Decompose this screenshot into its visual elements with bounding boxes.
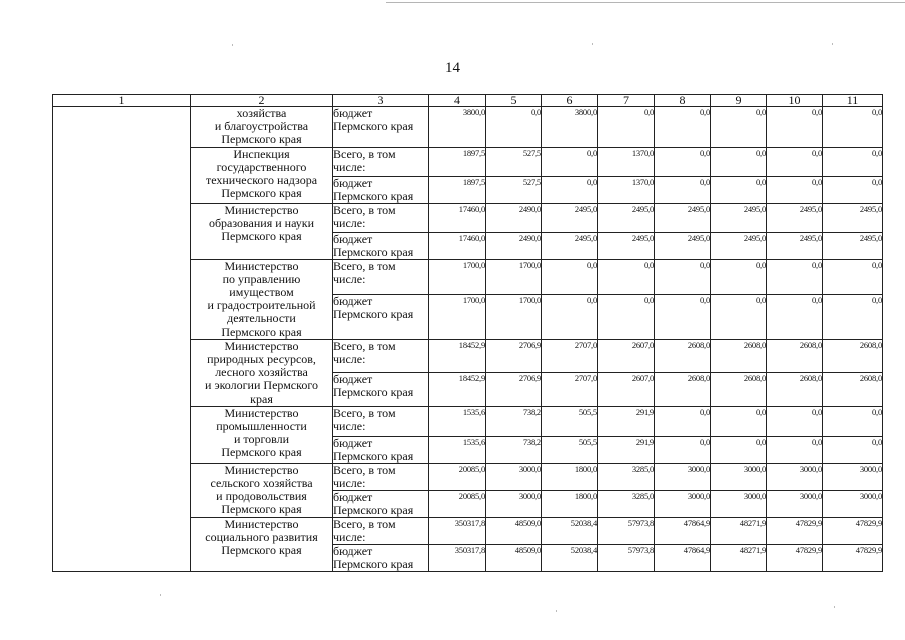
value-cell-col9: 0,0 <box>711 107 767 148</box>
funding-source-cell: бюджет Пермского края <box>333 544 429 571</box>
value-cell-col11: 0,0 <box>823 294 883 339</box>
column-header-8: 8 <box>655 95 711 107</box>
value-cell-col8: 0,0 <box>655 294 711 339</box>
budget-table <box>52 94 883 572</box>
value-cell-col6: 1800,0 <box>542 490 598 517</box>
value-cell-col5: 2490,0 <box>486 232 542 259</box>
value-cell-col5: 1700,0 <box>486 259 542 294</box>
value-cell-col5: 3000,0 <box>486 490 542 517</box>
header-row <box>53 95 883 107</box>
value-cell-col11: 2608,0 <box>823 372 883 406</box>
org-name-cell: хозяйства и благоустройства Пермского края <box>191 107 333 148</box>
funding-source-cell: Всего, в том числе: <box>333 259 429 294</box>
value-cell-col7: 3285,0 <box>598 463 655 490</box>
value-cell-col6: 0,0 <box>542 259 598 294</box>
value-cell-col11: 0,0 <box>823 406 883 436</box>
value-cell-col6: 2495,0 <box>542 203 598 232</box>
value-cell-col7: 1370,0 <box>598 176 655 203</box>
funding-source-cell: бюджет Пермского края <box>333 436 429 463</box>
value-cell-col8: 0,0 <box>655 259 711 294</box>
value-cell-col7: 3285,0 <box>598 490 655 517</box>
value-cell-col6: 2495,0 <box>542 232 598 259</box>
value-cell-col4: 20085,0 <box>429 463 486 490</box>
column-header-5: 5 <box>486 95 542 107</box>
value-cell-col8: 47864,9 <box>655 544 711 571</box>
value-cell-col8: 3000,0 <box>655 490 711 517</box>
value-cell-col10: 0,0 <box>767 176 823 203</box>
value-cell-col4: 18452,9 <box>429 372 486 406</box>
value-cell-col6: 0,0 <box>542 147 598 176</box>
funding-source-cell: Всего, в том числе: <box>333 406 429 436</box>
value-cell-col4: 1700,0 <box>429 294 486 339</box>
value-cell-col7: 57973,8 <box>598 544 655 571</box>
value-cell-col8: 3000,0 <box>655 463 711 490</box>
value-cell-col4: 1535,6 <box>429 436 486 463</box>
value-cell-col10: 2495,0 <box>767 232 823 259</box>
org-name-cell: Министерство по управлению имуществом и градостроительной деятельности Пермского края <box>191 259 333 339</box>
column-header-11: 11 <box>823 95 883 107</box>
org-name-cell: Министерство природных ресурсов, лесного хозяйства и экологии Пермского края <box>191 339 333 406</box>
value-cell-col10: 0,0 <box>767 107 823 148</box>
value-cell-col9: 2495,0 <box>711 232 767 259</box>
value-cell-col9: 0,0 <box>711 176 767 203</box>
table-row <box>53 107 883 148</box>
value-cell-col10: 3000,0 <box>767 490 823 517</box>
value-cell-col9: 2608,0 <box>711 372 767 406</box>
column-header-7: 7 <box>598 95 655 107</box>
value-cell-col5: 738,2 <box>486 436 542 463</box>
column-header-4: 4 <box>429 95 486 107</box>
value-cell-col7: 0,0 <box>598 107 655 148</box>
value-cell-col10: 0,0 <box>767 147 823 176</box>
column-header-10: 10 <box>767 95 823 107</box>
value-cell-col8: 47864,9 <box>655 517 711 544</box>
column-header-1: 1 <box>53 95 191 107</box>
value-cell-col5: 0,0 <box>486 107 542 148</box>
funding-source-cell: Всего, в том числе: <box>333 339 429 372</box>
org-name-cell: Инспекция государственного технического надзора Пермского края <box>191 147 333 203</box>
value-cell-col5: 2706,9 <box>486 339 542 372</box>
value-cell-col6: 505,5 <box>542 406 598 436</box>
value-cell-col7: 0,0 <box>598 294 655 339</box>
value-cell-col10: 0,0 <box>767 436 823 463</box>
value-cell-col9: 0,0 <box>711 294 767 339</box>
value-cell-col6: 52038,4 <box>542 544 598 571</box>
funding-source-cell: бюджет Пермского края <box>333 176 429 203</box>
funding-source-cell: бюджет Пермского края <box>333 107 429 148</box>
value-cell-col8: 0,0 <box>655 406 711 436</box>
value-cell-col6: 0,0 <box>542 294 598 339</box>
column-header-3: 3 <box>333 95 429 107</box>
value-cell-col10: 2495,0 <box>767 203 823 232</box>
value-cell-col9: 48271,9 <box>711 517 767 544</box>
org-name-cell: Министерство социального развития Пермского края <box>191 517 333 571</box>
value-cell-col7: 291,9 <box>598 406 655 436</box>
column-header-6: 6 <box>542 95 598 107</box>
value-cell-col10: 0,0 <box>767 294 823 339</box>
value-cell-col4: 1897,5 <box>429 147 486 176</box>
value-cell-col5: 2706,9 <box>486 372 542 406</box>
value-cell-col9: 0,0 <box>711 147 767 176</box>
value-cell-col7: 2495,0 <box>598 203 655 232</box>
value-cell-col4: 17460,0 <box>429 232 486 259</box>
value-cell-col6: 2707,0 <box>542 339 598 372</box>
value-cell-col8: 0,0 <box>655 436 711 463</box>
value-cell-col4: 1700,0 <box>429 259 486 294</box>
value-cell-col8: 0,0 <box>655 176 711 203</box>
value-cell-col4: 17460,0 <box>429 203 486 232</box>
value-cell-col5: 738,2 <box>486 406 542 436</box>
value-cell-col9: 3000,0 <box>711 463 767 490</box>
value-cell-col8: 2608,0 <box>655 339 711 372</box>
value-cell-col7: 57973,8 <box>598 517 655 544</box>
value-cell-col5: 527,5 <box>486 147 542 176</box>
value-cell-col11: 3000,0 <box>823 490 883 517</box>
column-header-9: 9 <box>711 95 767 107</box>
value-cell-col9: 0,0 <box>711 406 767 436</box>
value-cell-col7: 2495,0 <box>598 232 655 259</box>
value-cell-col4: 3800,0 <box>429 107 486 148</box>
value-cell-col4: 20085,0 <box>429 490 486 517</box>
value-cell-col5: 527,5 <box>486 176 542 203</box>
value-cell-col4: 1897,5 <box>429 176 486 203</box>
value-cell-col6: 3800,0 <box>542 107 598 148</box>
column-1-blank-cell <box>53 107 191 572</box>
value-cell-col6: 0,0 <box>542 176 598 203</box>
column-header-2: 2 <box>191 95 333 107</box>
funding-source-cell: бюджет Пермского края <box>333 372 429 406</box>
value-cell-col10: 2608,0 <box>767 339 823 372</box>
value-cell-col9: 0,0 <box>711 436 767 463</box>
funding-source-cell: бюджет Пермского края <box>333 490 429 517</box>
value-cell-col11: 0,0 <box>823 147 883 176</box>
value-cell-col5: 2490,0 <box>486 203 542 232</box>
value-cell-col11: 2608,0 <box>823 339 883 372</box>
value-cell-col11: 0,0 <box>823 259 883 294</box>
value-cell-col7: 1370,0 <box>598 147 655 176</box>
value-cell-col11: 0,0 <box>823 436 883 463</box>
value-cell-col6: 505,5 <box>542 436 598 463</box>
value-cell-col7: 2607,0 <box>598 372 655 406</box>
value-cell-col9: 2608,0 <box>711 339 767 372</box>
funding-source-cell: Всего, в том числе: <box>333 203 429 232</box>
value-cell-col4: 18452,9 <box>429 339 486 372</box>
value-cell-col10: 0,0 <box>767 259 823 294</box>
value-cell-col9: 2495,0 <box>711 203 767 232</box>
funding-source-cell: Всего, в том числе: <box>333 463 429 490</box>
value-cell-col5: 48509,0 <box>486 544 542 571</box>
value-cell-col11: 47829,9 <box>823 544 883 571</box>
funding-source-cell: бюджет Пермского края <box>333 294 429 339</box>
value-cell-col7: 291,9 <box>598 436 655 463</box>
value-cell-col6: 1800,0 <box>542 463 598 490</box>
value-cell-col11: 47829,9 <box>823 517 883 544</box>
value-cell-col9: 48271,9 <box>711 544 767 571</box>
org-name-cell: Министерство сельского хозяйства и продовольствия Пермского края <box>191 463 333 517</box>
value-cell-col8: 2495,0 <box>655 203 711 232</box>
funding-source-cell: бюджет Пермского края <box>333 232 429 259</box>
value-cell-col7: 2607,0 <box>598 339 655 372</box>
value-cell-col6: 2707,0 <box>542 372 598 406</box>
page-number: 14 <box>445 60 460 76</box>
value-cell-col10: 3000,0 <box>767 463 823 490</box>
value-cell-col11: 2495,0 <box>823 203 883 232</box>
value-cell-col11: 0,0 <box>823 107 883 148</box>
value-cell-col9: 0,0 <box>711 259 767 294</box>
value-cell-col5: 3000,0 <box>486 463 542 490</box>
value-cell-col9: 3000,0 <box>711 490 767 517</box>
funding-source-cell: Всего, в том числе: <box>333 147 429 176</box>
value-cell-col10: 47829,9 <box>767 544 823 571</box>
value-cell-col11: 2495,0 <box>823 232 883 259</box>
value-cell-col10: 47829,9 <box>767 517 823 544</box>
value-cell-col7: 0,0 <box>598 259 655 294</box>
org-name-cell: Министерство образования и науки Пермского края <box>191 203 333 259</box>
value-cell-col4: 350317,8 <box>429 517 486 544</box>
value-cell-col4: 1535,6 <box>429 406 486 436</box>
value-cell-col10: 0,0 <box>767 406 823 436</box>
org-name-cell: Министерство промышленности и торговли Пермского края <box>191 406 333 463</box>
value-cell-col8: 0,0 <box>655 147 711 176</box>
value-cell-col8: 0,0 <box>655 107 711 148</box>
value-cell-col8: 2495,0 <box>655 232 711 259</box>
value-cell-col8: 2608,0 <box>655 372 711 406</box>
value-cell-col11: 0,0 <box>823 176 883 203</box>
value-cell-col5: 48509,0 <box>486 517 542 544</box>
funding-source-cell: Всего, в том числе: <box>333 517 429 544</box>
top-rule <box>386 2 905 3</box>
value-cell-col6: 52038,4 <box>542 517 598 544</box>
value-cell-col10: 2608,0 <box>767 372 823 406</box>
value-cell-col5: 1700,0 <box>486 294 542 339</box>
value-cell-col11: 3000,0 <box>823 463 883 490</box>
value-cell-col4: 350317,8 <box>429 544 486 571</box>
